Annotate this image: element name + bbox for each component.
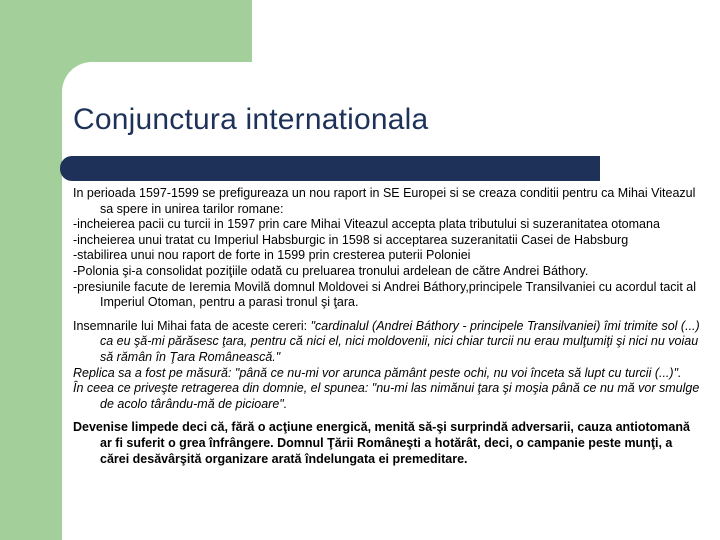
paragraph-item: -stabilirea unui nou raport de forte in 1599 prin cresterea puterii Poloniei xyxy=(73,248,471,263)
paragraph-intro: In perioada 1597-1599 se prefigureaza un nou raport in SE Europei si se creaza conditii pentru ca Mihai Viteazul sa spere in unirea tarilor romane: xyxy=(73,186,696,216)
retreat-paragraph: În ceea ce priveşte retragerea din domnie, el spunea: "nu-mi las nimănui ţara şi moşia până ce nu mă vor smulge de acolo târându-mă de picioare". xyxy=(73,381,700,411)
paragraph-item: -presiunile facute de Ieremia Movilă domnul Moldovei si Andrei Báthory,principele Transilvaniei cu acordul tacit al Imperiul Otoman, pentru a parasi tronul şi ţara. xyxy=(73,279,696,310)
title-underline-bar xyxy=(60,156,600,181)
reply-paragraph: Replica sa a fost pe măsură: "până ce nu-mi vor arunca pământ peste ochi, nu voi înceta să lupt cu turcii (...)". xyxy=(73,365,682,380)
slide-title: Conjunctura internationala xyxy=(73,103,429,136)
quote-paragraph xyxy=(73,319,705,366)
paragraph-item: -Polonia şi-a consolidat poziţiile odată cu preluarea tronului ardelean de către Andrei Báthory. xyxy=(73,263,589,278)
paragraph-item: -incheierea pacii cu turcii in 1597 prin care Mihai Viteazul accepta plata tributului si suzeranitatea otomana xyxy=(73,217,660,232)
slide-content xyxy=(73,186,705,467)
quote-text: "cardinalul (Andrei Báthory - principele Transilvaniei) îmi trimite sol (...) ca eu şă-mi părăsesc ţara, pentru că nici el, nici moldovenii, nici chiar turcii nu erau mulţumiţi şi nici nu voiau să rămân în Ţara Românească." xyxy=(100,318,700,364)
conclusion-paragraph: Devenise limpede deci că, fără o acţiune energică, menită să-şi surprindă adversarii, cauza antiotomană ar fi suferit o grea înfrângere. Domnul Ţării Româneşti a hotărât, deci, o campanie peste munţi, a cărei desăvârşită organizare arată îndelungata ei premeditare. xyxy=(73,420,690,466)
quote-intro: Insemnarile lui Mihai fata de aceste cereri: xyxy=(73,318,311,333)
paragraph-item: -incheierea unui tratat cu Imperiul Habsburgic in 1598 si acceptarea suzeranitatii Casei de Habsburg xyxy=(73,232,629,247)
